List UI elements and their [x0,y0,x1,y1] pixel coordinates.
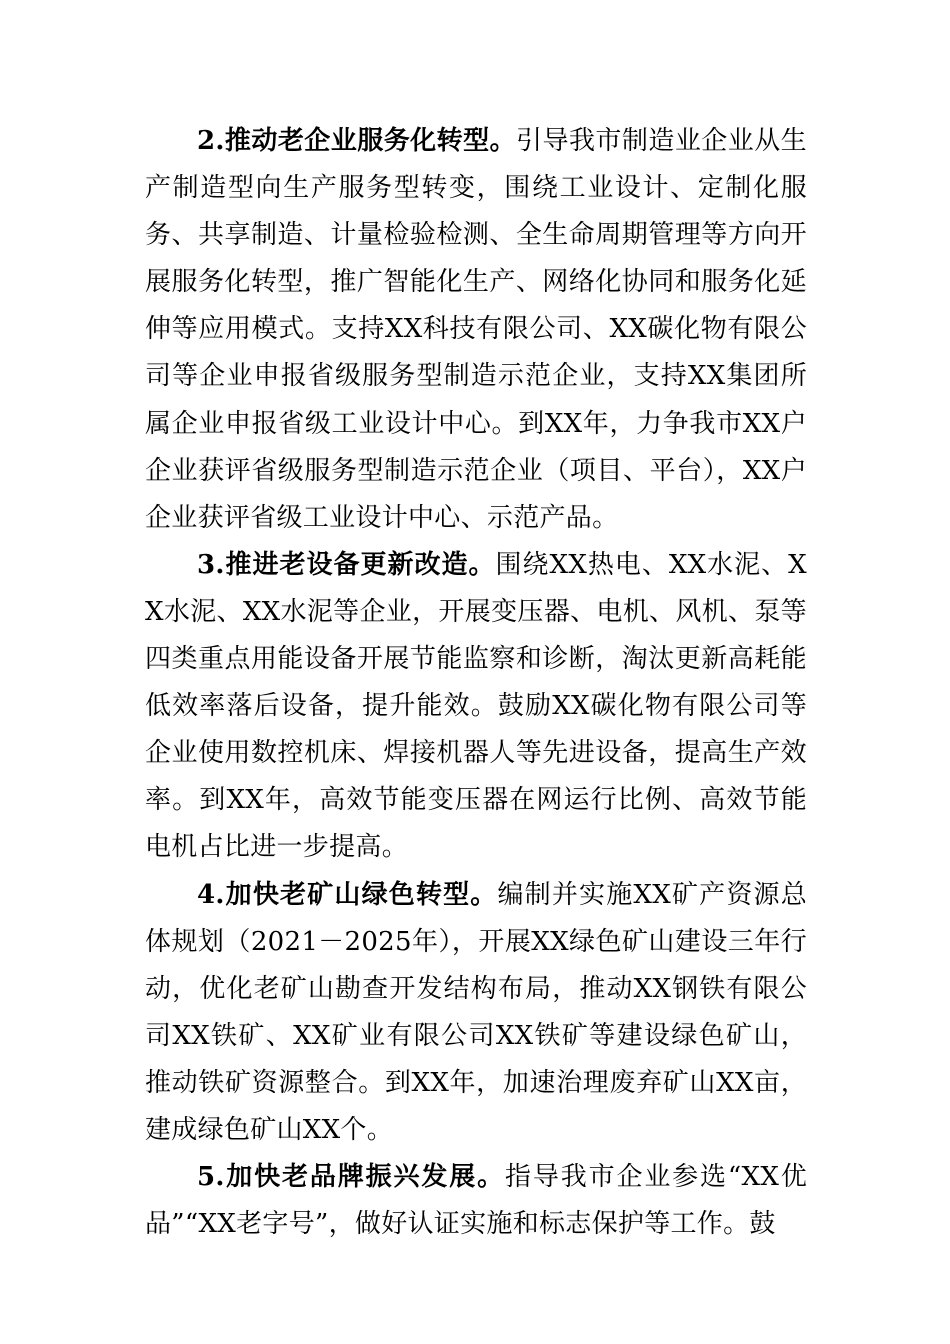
paragraph-3-body: 围绕XX热电、XX水泥、XX水泥、XX水泥等企业，开展变压器、电机、风机、泵等四类重点用能设备开展节能监察和诊断，淘汰更新高耗能低效率落后设备，提升能效。鼓励XX碳化物有限公司等企业使用数控机床、焊接机器人等先进设备，提高生产效率。到XX年，高效节能变压器在网运行比例、高效节能电机占比进一步提高。 [145,549,807,863]
paragraph-5-body: 指导我市企业参选“XX优品”“XX老字号”，做好认证实施和标志保护等工作。鼓 [145,1162,807,1240]
paragraph-5-heading: 5.加快老品牌振兴发展。 [197,1162,505,1193]
paragraph-5 [145,1154,807,1248]
paragraph-2-heading: 2.推动老企业服务化转型。 [197,126,517,156]
paragraph-3 [145,542,807,872]
paragraph-2-body: 引导我市制造业企业从生产制造型向生产服务型转变，围绕工业设计、定制化服务、共享制造、计量检验检测、全生命周期管理等方向开展服务化转型，推广智能化生产、网络化协同和服务化延伸等应用模式。支持XX科技有限公司、XX碳化物有限公司等企业申报省级服务型制造示范企业，支持XX集团所属企业申报省级工业设计中心。到XX年，力争我市XX户企业获评省级服务型制造示范企业（项目、平台），XX户企业获评省级工业设计中心、示范产品。 [145,126,807,533]
paragraph-3-heading: 3.推进老设备更新改造。 [197,549,496,580]
paragraph-4 [145,872,807,1155]
paragraph-4-heading: 4.加快老矿山绿色转型。 [197,879,498,910]
document-page [145,118,807,1248]
paragraph-2 [145,118,807,542]
paragraph-4-body: 编制并实施XX矿产资源总体规划（2021－2025年），开展XX绿色矿山建设三年行动，优化老矿山勘查开发结构布局，推动XX钢铁有限公司XX铁矿、XX矿业有限公司XX铁矿等建设绿色矿山，推动铁矿资源整合。到XX年，加速治理废弃矿山XX亩，建成绿色矿山XX个。 [145,879,807,1145]
